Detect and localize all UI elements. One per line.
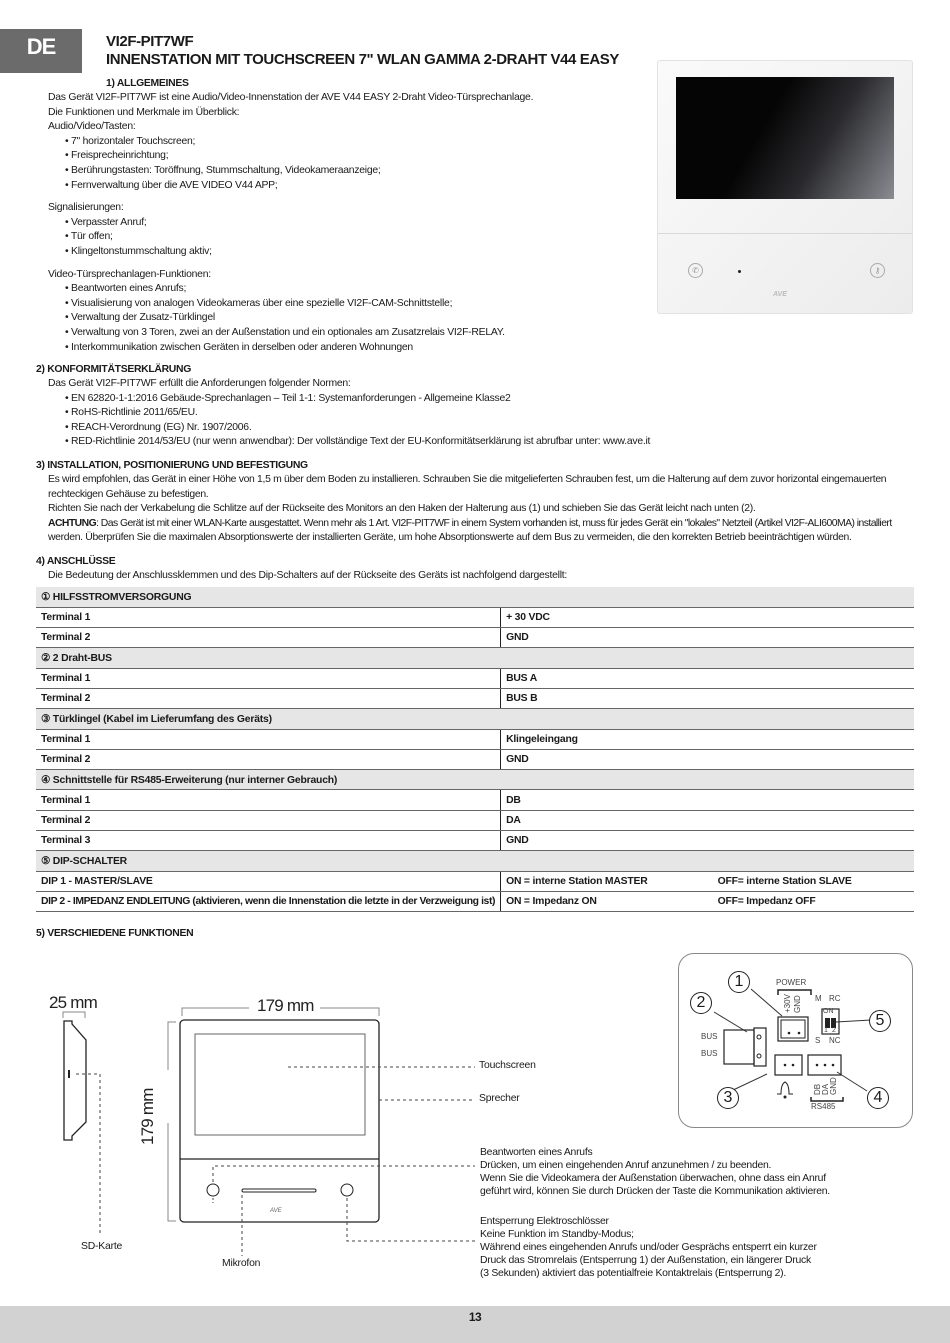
unlock-description [480, 1215, 817, 1280]
answer-line: geführt wird, können Sie durch Drücken der Taste die Kommunikation aktivieren. [480, 1186, 830, 1197]
group-title: ③ Türklingel (Kabel im Lieferumfang des Geräts) [36, 709, 914, 729]
signal-item: • Klingeltonstummschaltung aktiv; [48, 245, 533, 260]
av-label: Audio/Video/Tasten: [48, 121, 136, 133]
terminal-cell: Terminal 2 [36, 628, 501, 648]
on-cell: ON = interne Station MASTER [501, 871, 713, 891]
video-item: • Visualisierung von analogen Videokameras über eine spezielle VI2F-CAM-Schnittstelle; [48, 297, 533, 312]
value-cell: + 30 VDC [501, 607, 914, 627]
pin-30v: +30V [783, 994, 792, 1013]
value-cell: GND [501, 831, 914, 851]
speaker-label: Sprecher [479, 1093, 520, 1104]
norm-item: • RED-Richtlinie 2014/53/EU (nur wenn anwendbar): Der vollständige Text der EU-Konformitätserklärung ist abrufbar unter: www.ave.it [48, 435, 650, 450]
product-title: INNENSTATION MIT TOUCHSCREEN 7" WLAN GAMMA 2-DRAHT V44 EASY [106, 51, 619, 68]
answer-line: Wenn Sie die Videokamera der Außenstation überwachen, ohne dass ein Anruf [480, 1173, 826, 1184]
width-dimension: 179 mm [257, 996, 314, 1015]
power-label: POWER [776, 978, 807, 987]
unlock-line: (3 Sekunden) aktiviert das potentialfreie Kontaktrelais (Entsperrung 2). [480, 1268, 787, 1279]
section-3-body [48, 473, 892, 546]
depth-dimension: 25 mm [49, 993, 97, 1012]
terminal-cell: Terminal 1 [36, 668, 501, 688]
phone-icon: ✆ [688, 263, 703, 278]
sd-card-label: SD-Karte [81, 1241, 123, 1252]
pin-gnd: GND [793, 995, 802, 1013]
section-4-intro: Die Bedeutung der Anschlussklemmen und des Dip-Schalters auf der Rückseite des Geräts ist nachfolgend dargestellt: [48, 570, 568, 581]
terminal-cell: Terminal 2 [36, 688, 501, 708]
install-text: rechteckigen Gehäuse zu befestigen. [48, 488, 209, 500]
ave-logo: AVE [773, 291, 787, 298]
install-text: Richten Sie nach der Verkabelung die Schlitze auf der Rückseite des Monitors an den Haken der Halterung aus (1) und schieben Sie das Gerät leicht nach unten (2). [48, 503, 756, 515]
side-view-drawing [60, 1010, 110, 1240]
answer-title: Beantworten eines Anrufs [480, 1147, 593, 1158]
value-cell: BUS B [501, 688, 914, 708]
terminal-cell: Terminal 1 [36, 729, 501, 749]
group-title: ⑤ DIP-SCHALTER [36, 851, 914, 871]
section-2-heading: 2) KONFORMITÄTSERKLÄRUNG [36, 364, 192, 375]
callout-4: 4 [867, 1087, 889, 1109]
video-label: Video-Türsprechanlagen-Funktionen: [48, 268, 211, 280]
document-title [106, 33, 619, 69]
callout-1: 1 [728, 971, 750, 993]
bus-label-1: BUS [701, 1032, 718, 1041]
install-text: Es wird empfohlen, das Gerät in einer Höhe von 1,5 m über dem Boden zu installieren. Schrauben Sie die mitgelieferten Schrauben fest, um die Halterung auf dem zuvor horizontal eingemauerten [48, 474, 887, 485]
front-view-drawing [150, 1000, 480, 1280]
unlock-line: Während eines eingehenden Anrufs und/oder Gesprächs entsperrt ein kurzer [480, 1242, 817, 1253]
norms-intro: Das Gerät VI2F-PIT7WF erfüllt die Anforderungen folgender Normen: [48, 378, 351, 389]
signal-item: • Verpasster Anruf; [48, 216, 533, 231]
page-footer [0, 1306, 950, 1343]
signal-label: Signalisierungen: [48, 202, 124, 214]
signal-item: • Tür offen; [48, 230, 533, 245]
group-title: ① HILFSSTROMVERSORGUNG [36, 587, 914, 607]
section-5-heading: 5) VERSCHIEDENE FUNKTIONEN [36, 928, 194, 939]
warning-line: : Das Gerät ist mit einer WLAN-Karte ausgestattet. Wenn mehr als 1 Art. VI2F-PIT7WF in einem System vorhanden ist, muss für jedes Gerät ein "lokales" Netzteil (Artikel VI2F-ALI600MA) installiert [96, 517, 892, 529]
overview-text: Die Funktionen und Merkmale im Überblick: [48, 106, 240, 118]
pin-db: DB [813, 1083, 822, 1095]
dip-m-label: M [815, 994, 822, 1003]
dip-num-1: 1 [824, 1027, 828, 1034]
dip-rc-label: RC [829, 994, 841, 1003]
connector-diagram [678, 953, 913, 1128]
warning-line: werden. Überprüfen Sie die maximalen Absorptionswerte der installierten Geräte, um hohe Absorptionswerte auf dem Bus zu vermeiden, die den korrekten Betrieb beeinträchtigen würden. [48, 532, 852, 544]
pin-da: DA [821, 1083, 830, 1095]
terminal-cell: Terminal 1 [36, 607, 501, 627]
answer-line: Drücken, um einen eingehenden Anruf anzunehmen / zu beenden. [480, 1160, 772, 1171]
height-dimension: 179 mm [138, 1088, 157, 1145]
video-item: • Beantworten eines Anrufs; [48, 282, 533, 297]
language-tab: DE [0, 29, 82, 73]
group-title: ② 2 Draht-BUS [36, 648, 914, 668]
av-item: • Berührungstasten: Toröffnung, Stummschaltung, Videokameraanzeige; [48, 164, 533, 179]
value-cell: DA [501, 810, 914, 830]
callout-5: 5 [869, 1010, 891, 1032]
unlock-line: Keine Funktion im Standby-Modus; [480, 1229, 634, 1240]
page-number: 13 [468, 1310, 482, 1324]
dip-nc-label: NC [829, 1036, 841, 1045]
terminal-cell: Terminal 2 [36, 749, 501, 769]
group-title: ④ Schnittstelle für RS485-Erweiterung (nur interner Gebrauch) [36, 770, 914, 790]
video-item: • Verwaltung von 3 Toren, zwei an der Außenstation und ein optionales am Zusatzrelais VI2F-RELAY. [48, 326, 533, 341]
callout-3: 3 [717, 1087, 739, 1109]
microphone-dot [738, 270, 741, 273]
dip-num-2: 2 [832, 1027, 836, 1034]
section-2-body [48, 377, 650, 450]
touchscreen-display [676, 77, 894, 199]
unlock-title: Entsperrung Elektroschlösser [480, 1216, 609, 1227]
norm-item: • REACH-Verordnung (EG) Nr. 1907/2006. [48, 421, 650, 436]
av-item: • Freisprecheinrichtung; [48, 149, 533, 164]
warning-text [48, 517, 892, 532]
answer-call-description [480, 1146, 830, 1198]
bus-label-2: BUS [701, 1049, 718, 1058]
connections-table [36, 587, 914, 912]
unlock-line: Druck das Stromrelais (Entsperrung 1) der Außenstation, ein längerer Druck [480, 1255, 811, 1266]
norm-item: • RoHS-Richtlinie 2011/65/EU. [48, 406, 650, 421]
warning-label: ACHTUNG [48, 517, 97, 529]
dip-cell: DIP 1 - MASTER/SLAVE [36, 871, 501, 891]
pin-gnd-rs485: GND [829, 1077, 838, 1095]
video-item: • Verwaltung der Zusatz-Türklingel [48, 311, 533, 326]
dip-on-label: ON [823, 1008, 834, 1015]
product-photo [657, 60, 913, 314]
microphone-label: Mikrofon [222, 1258, 261, 1269]
value-cell: DB [501, 790, 914, 810]
model-number: VI2F-PIT7WF [106, 33, 194, 50]
value-cell: Klingeleingang [501, 729, 914, 749]
section-1-heading: 1) ALLGEMEINES [106, 78, 189, 89]
svg-text:AVE: AVE [270, 1208, 282, 1214]
intro-text: Das Gerät VI2F-PIT7WF ist eine Audio/Video-Innenstation der AVE V44 EASY 2-Draht Video-Türsprechanlage. [48, 92, 534, 103]
section-3-heading: 3) INSTALLATION, POSITIONIERUNG UND BEFESTIGUNG [36, 460, 308, 471]
value-cell: GND [501, 749, 914, 769]
touchscreen-label: Touchscreen [479, 1060, 536, 1071]
av-item: • Fernverwaltung über die AVE VIDEO V44 APP; [48, 179, 533, 194]
video-item: • Interkommunikation zwischen Geräten in derselben oder anderen Wohnungen [48, 341, 533, 356]
key-icon: ⚷ [870, 263, 885, 278]
rs485-label: RS485 [811, 1102, 836, 1111]
dip-cell: DIP 2 - IMPEDANZ ENDLEITUNG (aktivieren, wenn die Innenstation die letzte in der Verzweigung ist) [36, 891, 501, 911]
av-item: • 7" horizontaler Touchscreen; [48, 135, 533, 150]
dip-s-label: S [815, 1036, 821, 1045]
callout-2: 2 [690, 992, 712, 1014]
panel-divider [658, 233, 912, 234]
norm-item: • EN 62820-1-1:2016 Gebäude-Sprechanlagen – Teil 1-1: Systemanforderungen - Allgemeine Klasse2 [48, 392, 650, 407]
section-4-heading: 4) ANSCHLÜSSE [36, 556, 116, 567]
off-cell: OFF= interne Station SLAVE [713, 871, 914, 891]
terminal-cell: Terminal 1 [36, 790, 501, 810]
on-cell: ON = Impedanz ON [501, 891, 713, 911]
terminal-cell: Terminal 2 [36, 810, 501, 830]
off-cell: OFF= Impedanz OFF [713, 891, 914, 911]
value-cell: BUS A [501, 668, 914, 688]
value-cell: GND [501, 628, 914, 648]
section-1-intro [48, 91, 533, 355]
terminal-cell: Terminal 3 [36, 831, 501, 851]
